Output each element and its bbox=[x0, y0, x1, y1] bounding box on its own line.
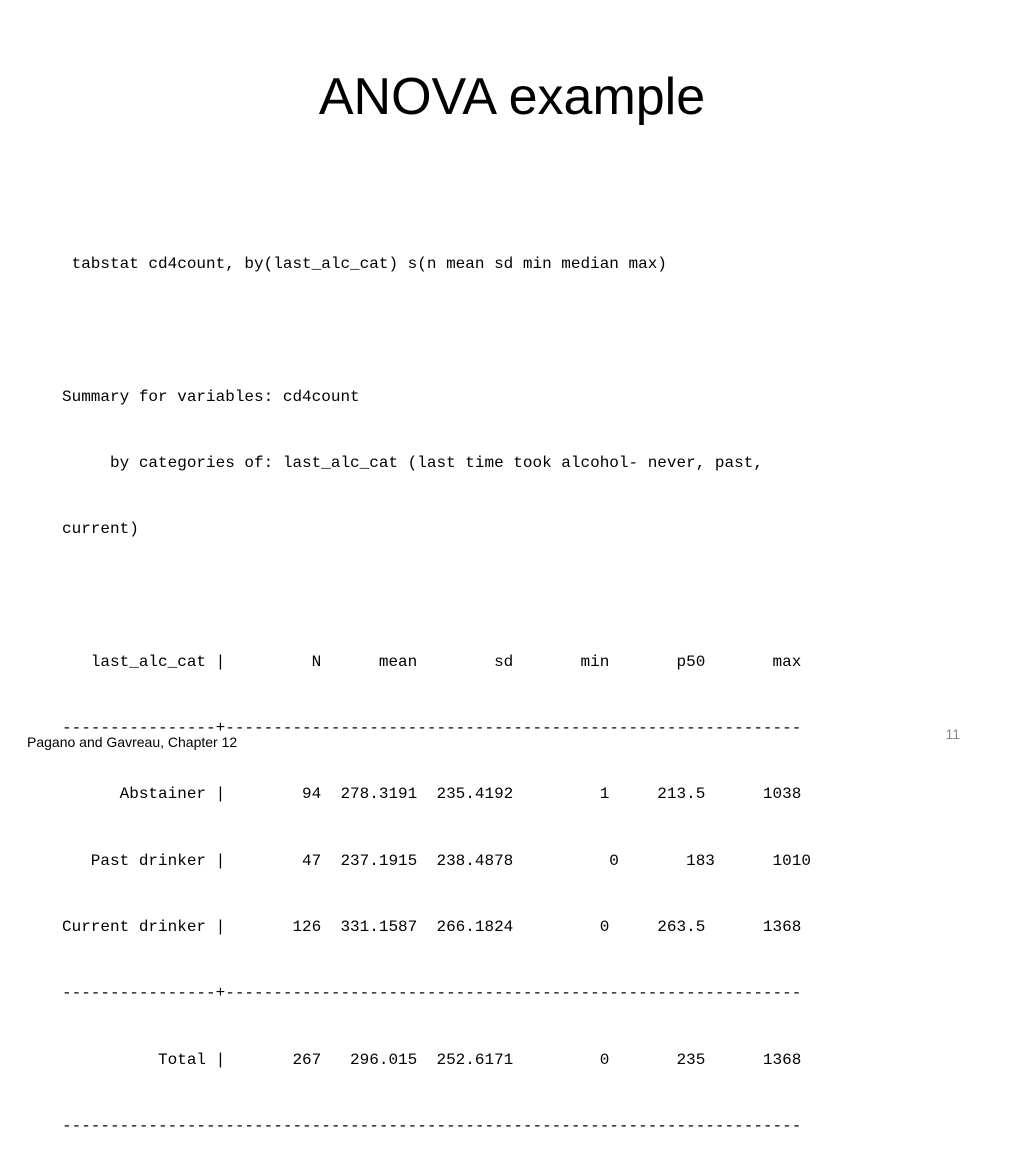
table-separator: ----------------+------------------------------------------------------------ bbox=[62, 984, 802, 1003]
categories-continuation-line: current) bbox=[62, 520, 139, 539]
table-row-total: Total | 267 296.015 252.6171 0 235 1368 bbox=[62, 1050, 802, 1069]
blank-line bbox=[62, 585, 811, 607]
slide-number: 11 bbox=[945, 726, 960, 742]
slide-title: ANOVA example bbox=[318, 68, 706, 126]
stata-output-block bbox=[62, 209, 811, 1159]
command-line: tabstat cd4count, by(last_alc_cat) s(n mean sd min median max) bbox=[62, 255, 667, 274]
table-row-current-drinker: Current drinker | 126 331.1587 266.1824 0 263.5 1368 bbox=[62, 918, 802, 936]
categories-line: by categories of: last_alc_cat (last time took alcohol- never, past, bbox=[62, 454, 763, 473]
summary-variables-line: Summary for variables: cd4count bbox=[62, 387, 360, 406]
footer-citation: Pagano and Gavreau, Chapter 12 bbox=[27, 734, 238, 750]
table-row-abstainer: Abstainer | 94 278.3191 235.4192 1 213.5 1038 bbox=[62, 785, 802, 804]
table-bottom-rule: ----------------------------------------------------------------------------- bbox=[62, 1116, 802, 1135]
table-separator: ----------------+------------------------------------------------------------ bbox=[62, 719, 802, 738]
blank-line bbox=[62, 319, 811, 341]
table-row-past-drinker: Past drinker | 47 237.1915 238.4878 0 183 1010 bbox=[62, 851, 811, 870]
table-header-row: last_alc_cat | N mean sd min p50 max bbox=[62, 652, 802, 671]
